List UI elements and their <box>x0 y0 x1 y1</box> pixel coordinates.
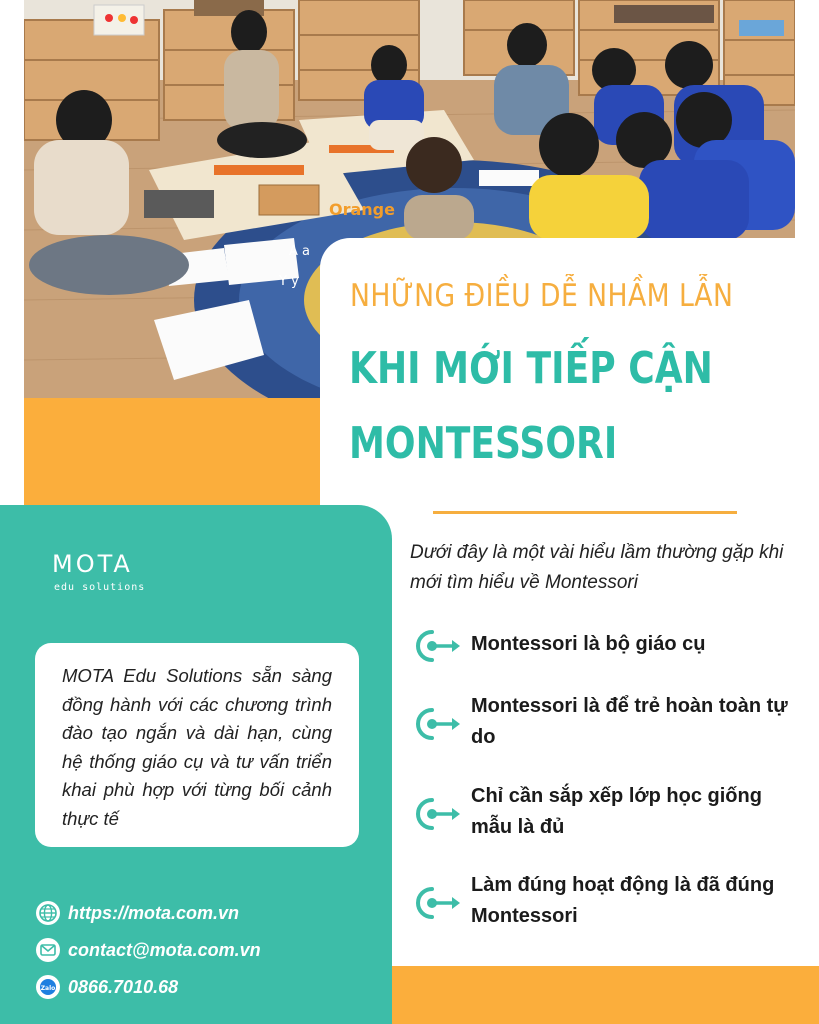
svg-text:Zalo: Zalo <box>40 985 56 992</box>
zalo-icon <box>36 975 60 999</box>
info-card-text: MOTA Edu Solutions sẵn sàng đồng hành với các chương trình đào tạo ngắn và dài hạn, cùng hệ thống giáo cụ và tư vấn triển khai phù hợp với từng bối cảnh thực tế <box>62 665 332 829</box>
title-line-3: MONTESSORI <box>349 418 618 469</box>
brand-logo: MOTA <box>52 550 133 578</box>
contact-website[interactable] <box>36 900 239 926</box>
mail-icon <box>36 938 60 962</box>
arrow-circle-icon <box>410 707 460 741</box>
globe-icon <box>36 901 60 925</box>
intro-text: Dưới đây là một vài hiểu lầm thường gặp khi mới tìm hiểu về Montessori <box>410 542 784 593</box>
svg-text:Y y: Y y <box>279 274 299 289</box>
list-item-text: Làm đúng hoạt động là đã đúng Montessori <box>471 874 775 927</box>
svg-text:Orange: Orange <box>329 200 395 219</box>
title-line-2: KHI MỚI TIẾP CẬN <box>349 343 713 394</box>
orange-footer-strip <box>392 966 819 1024</box>
title-underline <box>433 511 737 514</box>
arrow-circle-icon <box>410 629 460 663</box>
contact-phone[interactable] <box>36 974 178 1000</box>
list-item-text: Chỉ cần sắp xếp lớp học giống mẫu là đủ <box>471 785 762 838</box>
svg-text:A a: A a <box>289 244 310 259</box>
orange-accent-strip <box>24 398 322 506</box>
list-item-text: Montessori là để trẻ hoàn toàn tự do <box>471 695 788 748</box>
title-line-1: NHỮNG ĐIỀU DỄ NHẦM LẪN <box>350 278 734 314</box>
contact-email[interactable] <box>36 937 261 963</box>
website-link[interactable]: https://mota.com.vn <box>68 902 240 923</box>
list-item-text: Montessori là bộ giáo cụ <box>471 633 706 655</box>
arrow-circle-icon <box>410 797 460 831</box>
arrow-circle-icon <box>410 886 460 920</box>
phone-number[interactable]: 0866.7010.68 <box>68 976 179 997</box>
brand-logo-subtitle: edu solutions <box>54 582 146 593</box>
email-link[interactable]: contact@mota.com.vn <box>68 939 261 960</box>
